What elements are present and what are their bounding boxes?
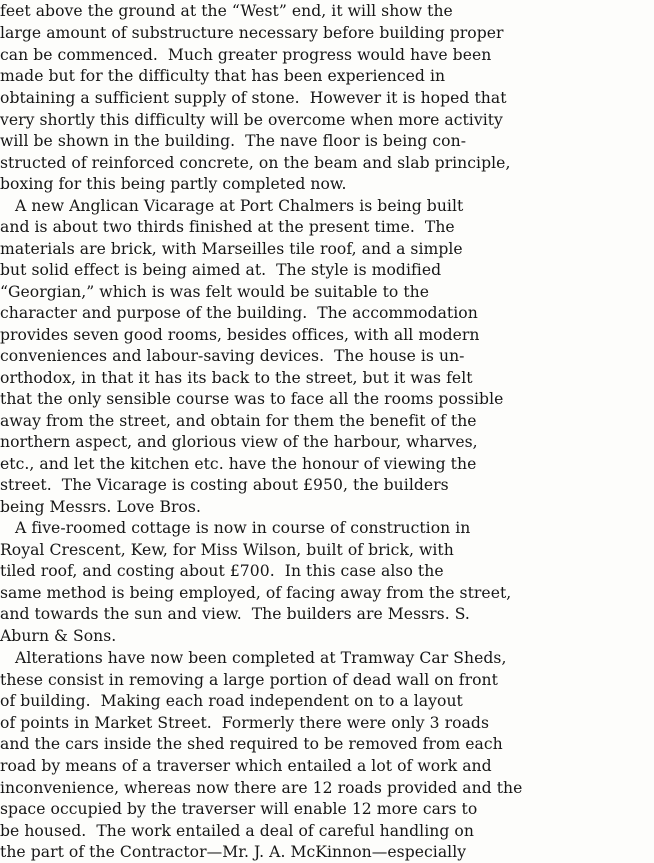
text-line: Royal Crescent, Kew, for Miss Wilson, built of brick, with [0, 541, 454, 559]
text-line: the part of the Contractor—Mr. J. A. McKinnon—especially [0, 843, 467, 861]
text-line: A five-roomed cottage is now in course of construction in [0, 519, 471, 537]
text-line: provides seven good rooms, besides offices, with all modern [0, 326, 480, 344]
text-line: but solid effect is being aimed at. The style is modified [0, 261, 442, 279]
text-line: these consist in removing a large portion of dead wall on front [0, 671, 498, 689]
text-line: and the cars inside the shed required to be removed from each [0, 735, 503, 753]
text-line: materials are brick, with Marseilles tile roof, and a simple [0, 240, 463, 258]
text-line: inconvenience, whereas now there are 12 roads provided and the [0, 779, 523, 797]
text-line: Aburn & Sons. [0, 627, 117, 645]
text-line: space occupied by the traverser will enable 12 more cars to [0, 800, 478, 818]
text-line: be housed. The work entailed a deal of careful handling on [0, 822, 474, 840]
text-line: and towards the sun and view. The builders are Messrs. S. [0, 605, 470, 623]
text-line: made but for the difficulty that has been experienced in [0, 67, 446, 85]
text-line: that the only sensible course was to face all the rooms possible [0, 390, 504, 408]
text-line: of building. Making each road independent on to a layout [0, 692, 463, 710]
text-line: being Messrs. Love Bros. [0, 498, 201, 516]
text-line: same method is being employed, of facing away from the street, [0, 584, 512, 602]
text-line: northern aspect, and glorious view of the harbour, wharves, [0, 433, 478, 451]
text-line: Alterations have now been completed at Tramway Car Sheds, [0, 649, 507, 667]
text-line: orthodox, in that it has its back to the street, but it was felt [0, 369, 473, 387]
text-line: A new Anglican Vicarage at Port Chalmers is being built [0, 197, 464, 215]
text-line: street. The Vicarage is costing about £950, the builders [0, 476, 449, 494]
text-line: large amount of substructure necessary before building proper [0, 24, 504, 42]
text-line: character and purpose of the building. The accommodation [0, 304, 478, 322]
text-line: away from the street, and obtain for them the benefit of the [0, 412, 477, 430]
text-line: and is about two thirds finished at the present time. The [0, 218, 455, 236]
text-line: will be shown in the building. The nave floor is being con- [0, 132, 467, 150]
text-line: obtaining a sufficient supply of stone. However it is hoped that [0, 89, 507, 107]
text-line: can be commenced. Much greater progress would have been [0, 46, 492, 64]
text-line: feet above the ground at the “West” end, it will show the [0, 2, 453, 20]
text-line: boxing for this being partly completed now. [0, 175, 347, 193]
text-line: conveniences and labour-saving devices. The house is un- [0, 347, 465, 365]
text-line: “Georgian,” which is was felt would be suitable to the [0, 283, 430, 301]
text-line: tiled roof, and costing about £700. In this case also the [0, 562, 444, 580]
text-line: of points in Market Street. Formerly there were only 3 roads [0, 714, 490, 732]
text-line: very shortly this difficulty will be overcome when more activity [0, 111, 503, 129]
text-line: etc., and let the kitchen etc. have the honour of viewing the [0, 455, 477, 473]
text-line: structed of reinforced concrete, on the beam and slab principle, [0, 154, 511, 172]
text-line: road by means of a traverser which entailed a lot of work and [0, 757, 492, 775]
